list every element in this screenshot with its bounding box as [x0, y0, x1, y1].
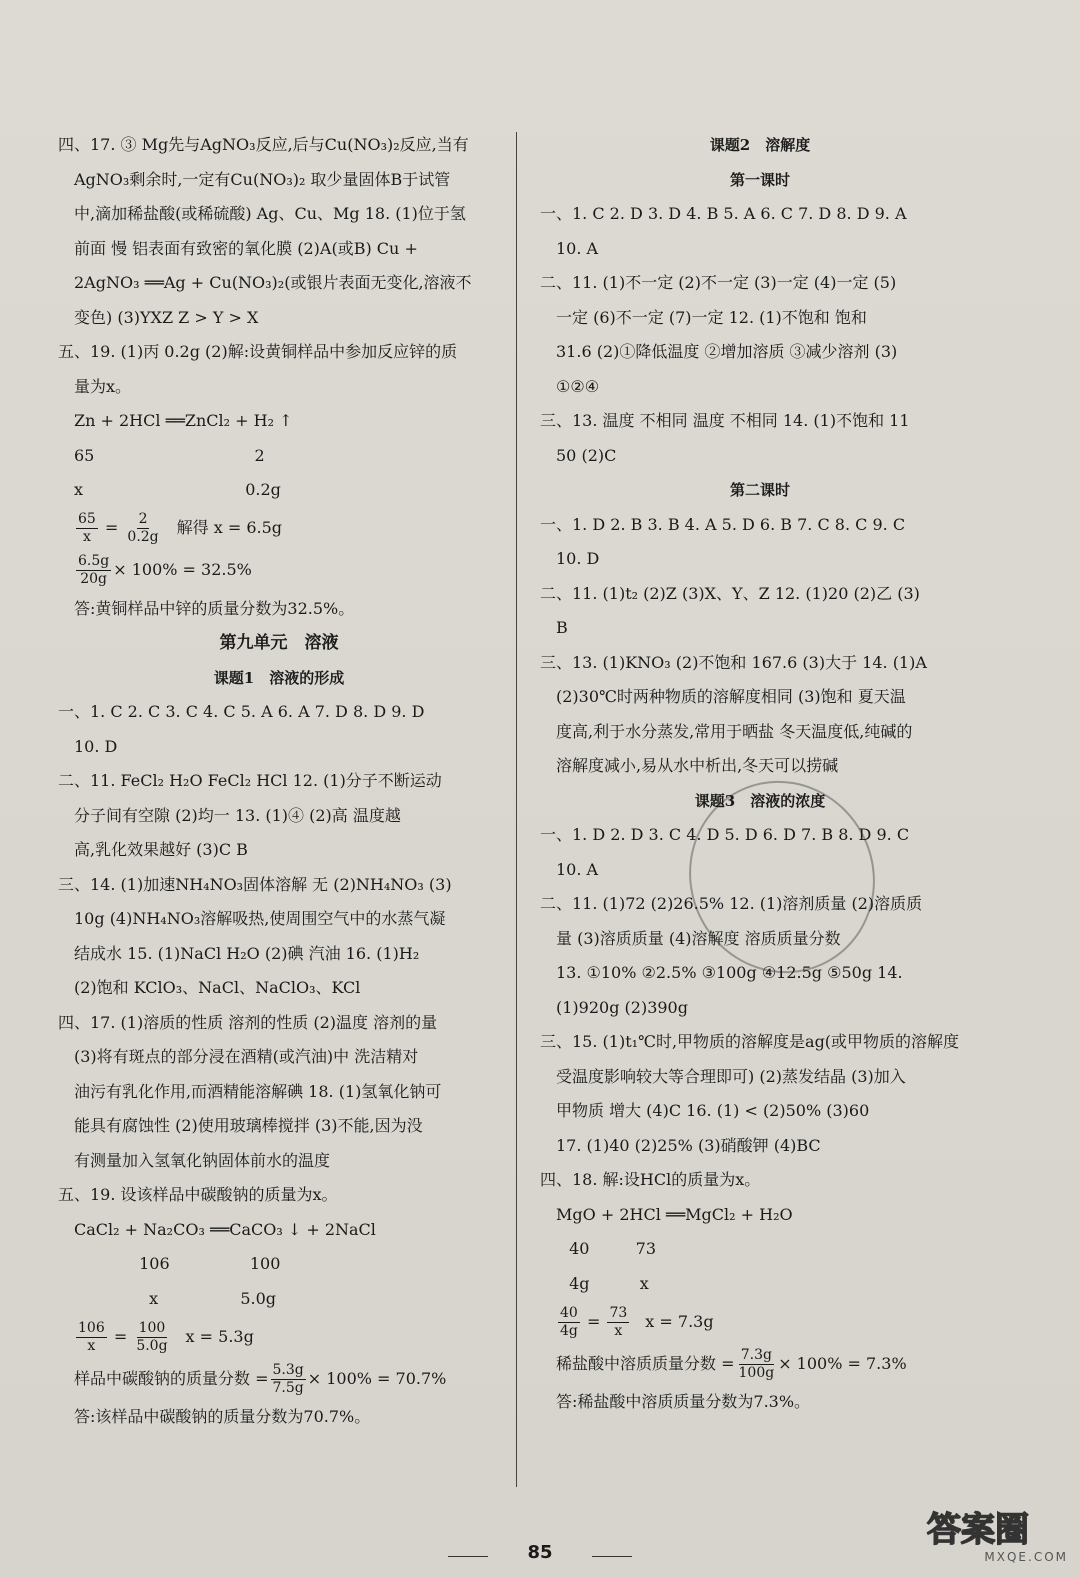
q5-19-line1: 五、19. (1)丙 0.2g (2)解:设黄铜样品中参加反应锌的质 — [58, 342, 458, 361]
frac-caco3-solution: x = 5.3g — [185, 1326, 254, 1346]
t3-q1-line1: 一、1. D 2. D 3. C 4. D 5. D 6. D 7. B 8. D 9. C — [540, 825, 910, 844]
fraction-hcl-percent — [540, 1343, 980, 1385]
t1-q3-line2: 10g (4)NH₄NO₃溶解吸热,使周围空气中的水蒸气凝 — [74, 909, 446, 928]
eq-caco3-a: 106 — [139, 1254, 170, 1273]
eq-zn-a: 65 — [74, 445, 95, 465]
eq-mgo-d: x — [639, 1273, 649, 1293]
l2-q1-line1: 一、1. D 2. B 3. B 4. A 5. D 6. B 7. C 8. C 9. C — [540, 514, 906, 534]
frac-percent-rest: × 100% = 32.5% — [113, 560, 252, 580]
frac-den: x — [614, 1322, 623, 1339]
frac-den: x — [82, 529, 91, 545]
eq-zn-d: 0.2g — [245, 480, 281, 499]
frac-den: 0.2g — [127, 529, 159, 545]
frac-caco3-left — [76, 1320, 107, 1355]
fraction-zn-percent — [58, 550, 500, 592]
topic1-title: 课题1 溶液的形成 — [213, 668, 345, 687]
site-watermark — [888, 1510, 1068, 1570]
frac-hcl-rest: × 100% = 7.3% — [778, 1353, 907, 1373]
eq-mgo-c: 4g — [569, 1273, 590, 1293]
q5-19-line2: 量为x。 — [74, 376, 132, 396]
frac-num: 5.3g — [272, 1361, 304, 1378]
l1-q2-line1: 二、11. (1)不一定 (2)不一定 (3)一定 (4)一定 (5) — [540, 273, 897, 292]
eq-caco3-d: 5.0g — [240, 1288, 276, 1308]
t3-q4-line1: 四、18. 解:设HCl的质量为x。 — [540, 1170, 761, 1189]
l2-q2-line2: B — [556, 618, 568, 637]
t3-q2-line3: 13. ①10% ②2.5% ③100g ④12.5g ⑤50g 14. — [556, 963, 903, 982]
frac-mgo-solution: x = 7.3g — [645, 1311, 714, 1331]
l1-q1-line2: 10. A — [556, 238, 599, 258]
l2-q3-line1: 三、13. (1)KNO₃ (2)不饱和 167.6 (3)大于 14. (1)A — [540, 652, 927, 672]
l2-q3-line4: 溶解度减小,易从水中析出,冬天可以捞碱 — [556, 756, 839, 775]
t1-q2-line1: 二、11. FeCl₂ H₂O FeCl₂ HCl 12. (1)分子不断运动 — [58, 771, 442, 790]
equation-caco3: CaCl₂ + Na₂CO₃ ══CaCO₃ ↓ + 2NaCl — [74, 1219, 376, 1239]
fraction-mgo: $\frac{40}{4g}$ = $\frac{73}{x}$ x = 7.3g — [560, 1304, 714, 1339]
frac-num: 100 — [138, 1319, 166, 1336]
frac-percent — [76, 553, 111, 588]
eq-caco3-b: 100 — [249, 1254, 281, 1273]
l2-q1-line2: 10. D — [556, 549, 600, 568]
q4-17-line5: 2AgNO₃ ══Ag + Cu(NO₃)₂(或银片表面无变化,溶液不 — [74, 273, 472, 292]
frac-mgo-right — [607, 1305, 629, 1340]
equation-caco3-row2 — [58, 1282, 500, 1317]
t1-q3-line1: 三、14. (1)加速NH₄NO₃固体溶解 无 (2)NH₄NO₃ (3) — [58, 874, 452, 894]
t1-q4-line2: (3)将有斑点的部分浸在酒精(或汽油)中 洗洁精对 — [74, 1047, 419, 1066]
l1-q3-line2: 50 (2)C — [556, 445, 617, 465]
watermark-url: MXQE.COM — [984, 1550, 1068, 1564]
frac-hcl-prefix: 稀盐酸中溶质质量分数 = — [556, 1353, 735, 1373]
t1-q3-line4: (2)饱和 KClO₃、NaCl、NaClO₃、KCl — [74, 978, 361, 997]
fraction-caco3: $\frac{106}{x}$ = $\frac{100}{5.0g}$ x = 5.3g — [78, 1319, 254, 1354]
equation-caco3-row1 — [58, 1247, 500, 1282]
equation-mgo-row2 — [540, 1267, 980, 1302]
t3-q3-line2: 受温度影响较大等合理即可) (2)蒸发结晶 (3)加入 — [556, 1066, 906, 1086]
q4-17-line2: AgNO₃剩余时,一定有Cu(NO₃)₂ 取少量固体B于试管 — [74, 169, 451, 189]
lesson2-title: 第二课时 — [729, 481, 790, 499]
eq-caco3-c: x — [149, 1288, 159, 1308]
t1-q2-line3: 高,乳化效果越好 (3)C B — [74, 840, 248, 859]
frac-den: 4g — [560, 1322, 578, 1339]
l1-q1-line1: 一、1. C 2. D 3. D 4. B 5. A 6. C 7. D 8. D 9. A — [540, 204, 907, 223]
eq-zn-b: 2 — [254, 445, 265, 465]
frac-zn-right — [125, 511, 160, 546]
q4-17-line1: 四、17. ③ Mg先与AgNO₃反应,后与Cu(NO₃)₂反应,当有 — [58, 135, 469, 154]
frac-num: 6.5g — [78, 553, 110, 569]
t1-q2-line2: 分子间有空隙 (2)均一 13. (1)④ (2)高 温度越 — [74, 805, 401, 825]
frac-den: 100g — [738, 1364, 775, 1381]
frac-zn-solution: 解得 x = 6.5g — [176, 518, 283, 538]
answer-zn: 答:黄铜样品中锌的质量分数为32.5%。 — [74, 598, 355, 618]
frac-hcl-pct — [737, 1347, 777, 1382]
frac-num: 40 — [560, 1304, 578, 1321]
frac-caco3-pct — [271, 1362, 306, 1397]
unit-title: 第九单元 溶液 — [219, 633, 339, 653]
eq-zn-c: x — [74, 480, 84, 499]
t1-q1-line1: 一、1. C 2. C 3. C 4. C 5. A 6. A 7. D 8. D 9. D — [58, 702, 425, 721]
l2-q2-line1: 二、11. (1)t₂ (2)Z (3)X、Y、Z 12. (1)20 (2)乙 (3) — [540, 583, 920, 603]
fraction-caco3-percent — [58, 1358, 500, 1400]
frac-num: 73 — [609, 1304, 628, 1321]
l1-q2-line2: 一定 (6)不一定 (7)一定 12. (1)不饱和 饱和 — [556, 307, 867, 327]
right-column — [540, 128, 980, 1420]
equation-mgo-row1 — [540, 1232, 980, 1267]
t1-q1-line2: 10. D — [74, 736, 118, 756]
q4-17-line3: 中,滴加稀盐酸(或稀硫酸) Ag、Cu、Mg 18. (1)位于氢 — [74, 204, 466, 223]
frac-caco3-rest: × 100% = 70.7% — [307, 1368, 447, 1388]
frac-den: x — [87, 1337, 96, 1354]
frac-num: 106 — [78, 1319, 105, 1336]
fraction-zn: $\frac{65}{x}$ = $\frac{2}{0.2g}$ 解得 x = 6.5g — [78, 511, 283, 545]
t3-q2-line4: (1)920g (2)390g — [556, 997, 688, 1017]
frac-caco3-right — [134, 1320, 169, 1355]
t3-q2-line1: 二、11. (1)72 (2)26.5% 12. (1)溶剂质量 (2)溶质质 — [540, 894, 923, 913]
equation-zn-row2 — [58, 473, 500, 508]
equation-zn: Zn + 2HCl ══ZnCl₂ + H₂ ↑ — [74, 411, 293, 430]
t3-q3-line1: 三、15. (1)t₁℃时,甲物质的溶解度是ag(或甲物质的溶解度 — [540, 1032, 960, 1051]
eq-mgo-b: 73 — [635, 1239, 656, 1258]
frac-den: 7.5g — [272, 1379, 304, 1396]
t1-q5-line1: 五、19. 设该样品中碳酸钠的质量为x。 — [58, 1185, 338, 1204]
frac-den: 20g — [80, 571, 107, 587]
l2-q3-line2: (2)30℃时两种物质的溶解度相同 (3)饱和 夏天温 — [556, 687, 906, 706]
topic3-title: 课题3 溶液的浓度 — [694, 791, 826, 810]
topic2-title: 课题2 溶解度 — [709, 136, 811, 154]
t3-q2-line2: 量 (3)溶质质量 (4)溶解度 溶质质量分数 — [556, 928, 841, 948]
t1-q4-line3: 油污有乳化作用,而酒精能溶解碘 18. (1)氢氧化钠可 — [74, 1081, 442, 1101]
t1-q4-line5: 有测量加入氢氧化钠固体前水的温度 — [74, 1150, 331, 1170]
frac-zn-left — [76, 511, 98, 546]
equation-mgo: MgO + 2HCl ══MgCl₂ + H₂O — [556, 1204, 793, 1224]
l2-q3-line3: 度高,利于水分蒸发,常用于晒盐 冬天温度低,纯碱的 — [556, 721, 913, 741]
page-number: 85 — [527, 1542, 553, 1563]
watermark-title: 答案圈 — [927, 1510, 1029, 1550]
left-column — [58, 128, 500, 1435]
q4-17-line4: 前面 慢 铝表面有致密的氧化膜 (2)A(或B) Cu + — [74, 238, 418, 258]
column-divider — [516, 132, 517, 1487]
t1-q3-line3: 结成水 15. (1)NaCl H₂O (2)碘 汽油 16. (1)H₂ — [74, 943, 420, 963]
frac-num: 65 — [78, 511, 96, 527]
frac-caco3-prefix: 样品中碳酸钠的质量分数 = — [74, 1368, 269, 1388]
t1-q4-line1: 四、17. (1)溶质的性质 溶剂的性质 (2)温度 溶剂的量 — [58, 1012, 438, 1032]
l1-q3-line1: 三、13. 温度 不相同 温度 不相同 14. (1)不饱和 11 — [540, 411, 910, 430]
l1-q2-line4: ①②④ — [556, 376, 600, 396]
frac-num: 2 — [138, 511, 148, 527]
t1-q4-line4: 能具有腐蚀性 (2)使用玻璃棒搅拌 (3)不能,因为没 — [74, 1116, 423, 1135]
equation-zn-row1 — [58, 439, 500, 474]
t3-q3-line3: 甲物质 增大 (4)C 16. (1) < (2)50% (3)60 — [556, 1101, 870, 1120]
lesson1-title: 第一课时 — [729, 170, 790, 189]
t3-q3-line4: 17. (1)40 (2)25% (3)硝酸钾 (4)BC — [556, 1135, 821, 1155]
t3-q1-line2: 10. A — [556, 859, 599, 879]
answer-hcl: 答:稀盐酸中溶质质量分数为7.3%。 — [556, 1392, 811, 1411]
answer-caco3: 答:该样品中碳酸钠的质量分数为70.7%。 — [74, 1407, 371, 1426]
frac-mgo-left — [558, 1305, 580, 1340]
eq-mgo-a: 40 — [569, 1239, 590, 1258]
l1-q2-line3: 31.6 (2)①降低温度 ②增加溶质 ③减少溶剂 (3) — [556, 342, 898, 361]
frac-den: 5.0g — [136, 1337, 168, 1354]
frac-num: 7.3g — [740, 1346, 772, 1363]
q4-17-line6: 变色) (3)YXZ Z > Y > X — [74, 307, 259, 327]
